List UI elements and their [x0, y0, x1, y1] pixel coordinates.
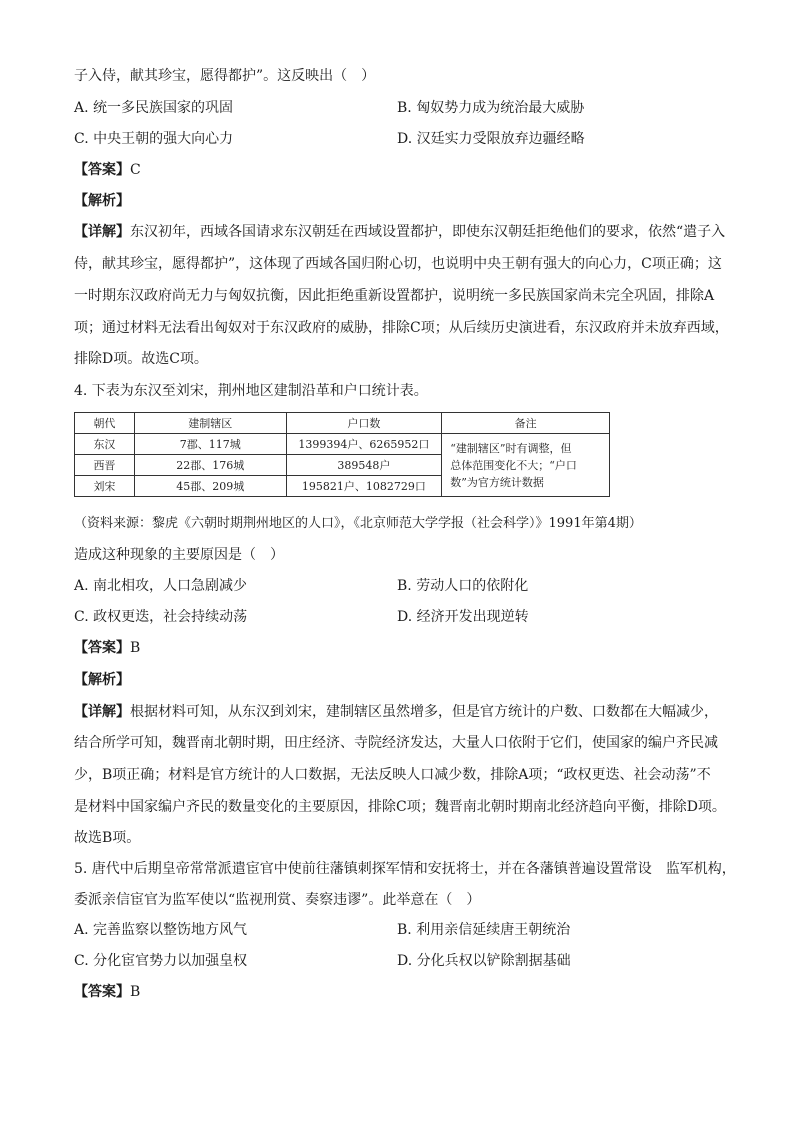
q5-stem-line-2: 委派亲信宦官为监军使以“监视刑赏、奏察违谬”。此举意在（ ）	[74, 892, 481, 908]
census-table	[74, 412, 610, 497]
table-header-cell: 户口数	[286, 413, 442, 434]
table-row	[75, 434, 610, 455]
q5-option-b: B. 利用亲信延续唐王朝统治	[397, 922, 571, 938]
answer-label: 【答案】	[74, 640, 130, 656]
q3-detail-line-2: 侍，献其珍宝，愿得都护”，这体现了西域各国归附心切，也说明中央王朝有强大的向心力，C项正确；这	[74, 256, 722, 272]
q3-answer	[74, 160, 141, 180]
table-header-cell: 建制辖区	[134, 413, 286, 434]
q4-detail-line-1: 【详解】根据材料可知，从东汉到刘宋，建制辖区虽然增多，但是官方统计的户数、口数都在大幅减少，	[74, 704, 718, 720]
q3-detail-line-3: 一时期东汉政府尚无力与匈奴抗衡，因此拒绝重新设置都护，说明统一多民族国家尚未完全巩固，排除A	[74, 288, 715, 304]
q4-source-citation: （资料来源：黎虎《六朝时期荆州地区的人口》，《北京师范大学学报（社会科学）》1991年第4期）	[74, 516, 642, 531]
q5-option-a: A. 完善监察以整饬地方风气	[74, 922, 248, 938]
q5-option-c: C. 分化宦官势力以加强皇权	[74, 953, 248, 969]
detail-label: 【详解】	[74, 704, 130, 720]
q3-detail-line-5: 排除D项。故选C项。	[74, 351, 208, 367]
q4-option-a: A. 南北相攻，人口急剧减少	[74, 578, 248, 594]
q4-detail-line-3: 少，B项正确；材料是官方统计的人口数据，无法反映人口减少数，排除A项；“政权更迭、社会动荡”不	[74, 767, 711, 783]
q4-analysis-label: 【解析】	[74, 672, 130, 688]
answer-value: B	[130, 984, 141, 1000]
q4-detail-line-4: 是材料中国家编户齐民的数量变化的主要原因，排除C项；魏晋南北朝时期南北经济趋向平衡，排除D项。	[74, 799, 726, 815]
q3-analysis-label: 【解析】	[74, 193, 130, 209]
q3-stem-end: 子入侍，献其珍宝，愿得都护”。这反映出（ ）	[74, 68, 376, 84]
q5-option-d: D. 分化兵权以铲除割据基础	[397, 953, 571, 969]
q3-option-d: D. 汉廷实力受限放弃边疆经略	[397, 131, 585, 147]
q4-option-d: D. 经济开发出现逆转	[397, 609, 529, 625]
table-cell: 刘宋	[75, 476, 135, 497]
q3-detail-line-4: 项；通过材料无法看出匈奴对于东汉政府的威胁，排除C项；从后续历史演进看，东汉政府并未放弃西域，	[74, 320, 729, 336]
q4-answer	[74, 638, 140, 658]
table-header-cell: 朝代	[75, 413, 135, 434]
table-cell: 东汉	[75, 434, 135, 455]
q4-stem: 4. 下表为东汉至刘宋，荆州地区建制沿革和户口统计表。	[74, 383, 428, 399]
table-cell: 1399394户、6265952口	[286, 434, 442, 455]
q5-answer	[74, 982, 140, 1002]
table-cell: 7郡、117城	[134, 434, 286, 455]
q4-option-c: C. 政权更迭，社会持续动荡	[74, 609, 248, 625]
q3-option-c: C. 中央王朝的强大向心力	[74, 131, 234, 147]
table-note-cell: “建制辖区”时有调整，但 总体范围变化不大；“户口 数”为官方统计数据	[442, 434, 610, 497]
table-cell: 22郡、176城	[134, 455, 286, 476]
answer-value: C	[130, 162, 141, 178]
table-header-cell: 备注	[442, 413, 610, 434]
q3-option-b: B. 匈奴势力成为统治最大威胁	[397, 100, 585, 116]
table-cell: 西晋	[75, 455, 135, 476]
q3-detail-line-1: 【详解】东汉初年，西域各国请求东汉朝廷在西域设置都护，即使东汉朝廷拒绝他们的要求，依然“遣子入	[74, 224, 726, 240]
answer-label: 【答案】	[74, 984, 130, 1000]
q5-stem-line-1: 5. 唐代中后期皇帝常常派遣宦官中使前往藩镇刺探军情和安抚将士，并在各藩镇普遍设置常设 监军机构，	[74, 861, 736, 877]
q4-detail-line-2: 结合所学可知，魏晋南北朝时期，田庄经济、寺院经济发达，大量人口依附于它们，使国家的编户齐民减	[74, 735, 718, 751]
detail-label: 【详解】	[74, 224, 130, 240]
table-cell: 195821户、1082729口	[286, 476, 442, 497]
q3-option-a: A. 统一多民族国家的巩固	[74, 100, 234, 116]
q4-detail-line-5: 故选B项。	[74, 830, 141, 846]
table-cell: 45郡、209城	[134, 476, 286, 497]
q4-question: 造成这种现象的主要原因是（ ）	[74, 547, 284, 563]
answer-label: 【答案】	[74, 162, 130, 178]
answer-value: B	[130, 640, 141, 656]
table-header-row	[75, 413, 610, 434]
table-cell: 389548户	[286, 455, 442, 476]
q4-option-b: B. 劳动人口的依附化	[397, 578, 529, 594]
